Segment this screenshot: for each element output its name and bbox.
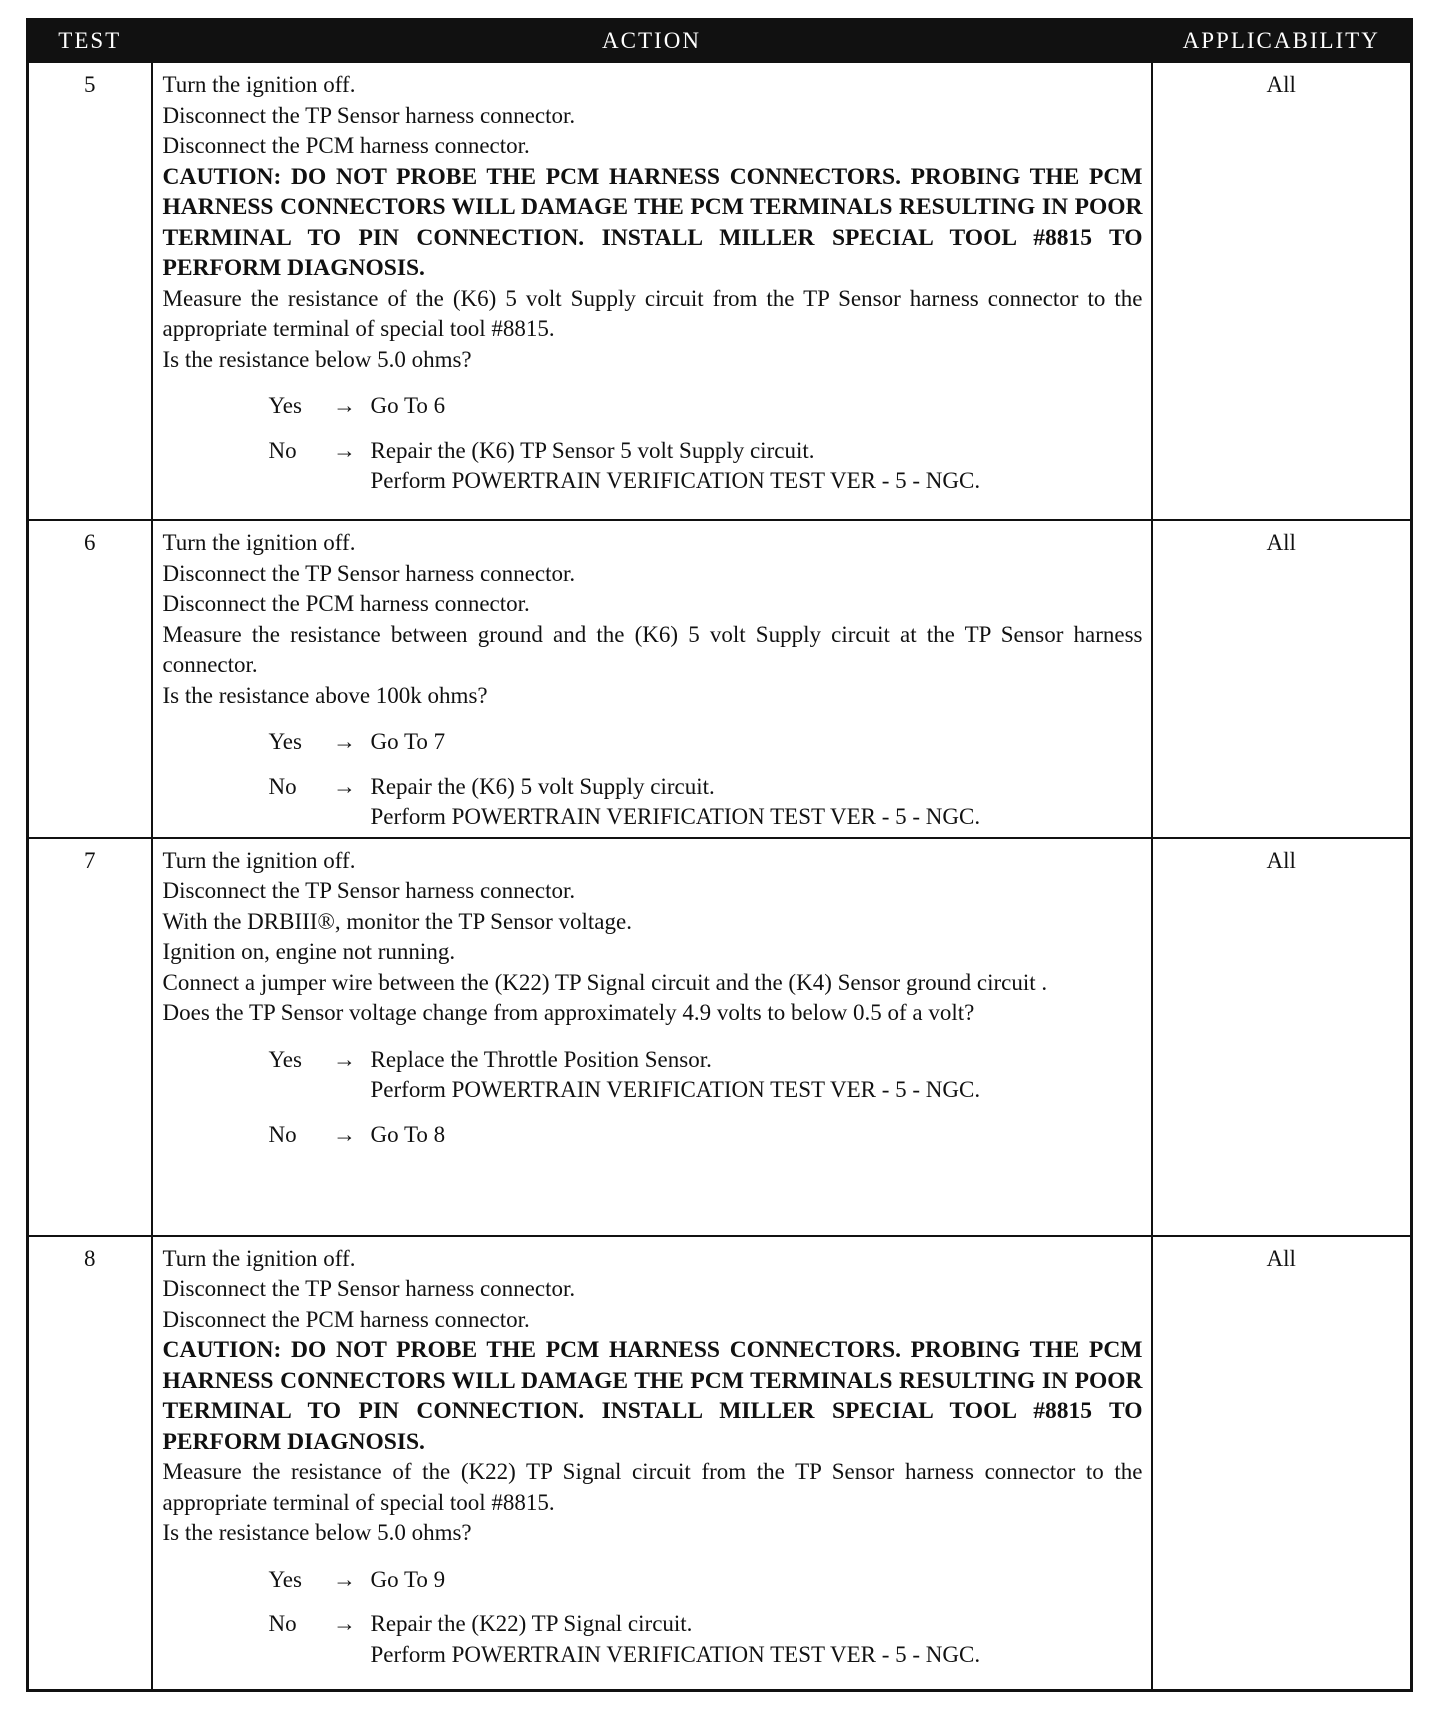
question-text: Is the resistance above 100k ohms?: [162, 682, 488, 708]
yes-result: Go To 6: [370, 393, 446, 418]
yes-result-followup: Perform POWERTRAIN VERIFICATION TEST VER - 5 - NGC.: [370, 1077, 981, 1102]
yes-result: Go To 7: [370, 729, 446, 754]
arrow-icon: →: [333, 1046, 356, 1072]
yes-label: Yes: [268, 393, 302, 418]
no-result-followup: Perform POWERTRAIN VERIFICATION TEST VER - 5 - NGC.: [370, 804, 981, 829]
question-text: Does the TP Sensor voltage change from approximately 4.9 volts to below 0.5 of a volt?: [162, 1000, 975, 1025]
arrow-icon: →: [333, 1611, 356, 1636]
action-step: Disconnect the TP Sensor harness connector.: [162, 102, 576, 128]
applicability-value: All: [1152, 838, 1412, 1236]
no-label: No: [268, 1121, 297, 1147]
yes-label: Yes: [268, 1566, 302, 1592]
action-step: Disconnect the TP Sensor harness connector.: [162, 560, 576, 586]
arrow-icon: →: [333, 437, 356, 463]
test-number: 8: [28, 1236, 152, 1691]
arrow-icon: →: [333, 773, 356, 799]
action-step: With the DRBIII®, monitor the TP Sensor voltage.: [162, 908, 632, 934]
action-cell: [152, 838, 1152, 1236]
measure-step: Connect a jumper wire between the (K22) TP Signal circuit and the (K4) Sensor ground circuit .: [162, 969, 1048, 995]
action-cell: [152, 1236, 1152, 1691]
action-step: Ignition on, engine not running.: [162, 939, 456, 964]
arrow-icon: →: [333, 1121, 356, 1147]
yes-outcome: [269, 391, 1143, 422]
question-text: Is the resistance below 5.0 ohms?: [162, 346, 472, 372]
action-step: Disconnect the PCM harness connector.: [162, 591, 530, 616]
header-test: TEST: [28, 20, 152, 63]
table-row: [28, 520, 1412, 838]
yes-label: Yes: [268, 729, 302, 754]
action-step: Disconnect the PCM harness connector.: [162, 133, 530, 158]
header-action: ACTION: [152, 20, 1152, 63]
applicability-value: All: [1152, 62, 1412, 520]
action-cell: [152, 520, 1152, 838]
table-row: [28, 838, 1412, 1236]
no-result: Repair the (K6) TP Sensor 5 volt Supply circuit.: [370, 437, 815, 463]
yes-result: Replace the Throttle Position Sensor.: [370, 1046, 712, 1072]
caution-text: CAUTION: DO NOT PROBE THE PCM HARNESS CONNECTORS. PROBING THE PCM HARNESS CONNECTORS WILL DAMAGE THE PCM TERMINALS RESULTING IN POOR TERMINAL TO PIN CONNECTION. INSTALL MILLER SPECIAL TOOL #8815 TO PERFORM DIAGNOSIS.: [162, 1337, 1143, 1455]
table-header-row: [28, 20, 1412, 63]
action-step: Disconnect the TP Sensor harness connector.: [162, 878, 576, 903]
yes-outcome: [269, 1565, 1143, 1596]
yes-outcome: [269, 727, 1143, 758]
header-applicability: APPLICABILITY: [1152, 20, 1412, 63]
no-label: No: [268, 437, 297, 463]
no-outcome: [269, 1609, 1143, 1670]
measure-step: Measure the resistance of the (K6) 5 volt Supply circuit from the TP Sensor harness connector to the appropriate terminal of special tool #8815.: [162, 285, 1143, 341]
action-step: Disconnect the TP Sensor harness connector.: [162, 1276, 576, 1301]
action-cell: [152, 62, 1152, 520]
diagnostic-test-table: [26, 18, 1413, 1692]
no-result-followup: Perform POWERTRAIN VERIFICATION TEST VER - 5 - NGC.: [370, 1641, 981, 1667]
table-row: [28, 62, 1412, 520]
test-number: 5: [28, 62, 152, 520]
no-label: No: [268, 1611, 297, 1636]
action-step: Disconnect the PCM harness connector.: [162, 1306, 530, 1332]
no-outcome: [269, 436, 1143, 497]
question-text: Is the resistance below 5.0 ohms?: [162, 1520, 472, 1545]
test-number: 7: [28, 838, 152, 1236]
no-label: No: [268, 773, 297, 799]
measure-step: Measure the resistance between ground and the (K6) 5 volt Supply circuit at the TP Sensor harness connector.: [162, 621, 1143, 677]
action-step: Turn the ignition off.: [162, 530, 356, 555]
applicability-value: All: [1152, 1236, 1412, 1691]
no-result: Repair the (K6) 5 volt Supply circuit.: [370, 773, 715, 799]
yes-result: Go To 9: [370, 1566, 446, 1592]
no-outcome: [269, 1120, 1143, 1151]
yes-label: Yes: [268, 1046, 302, 1072]
arrow-icon: →: [333, 393, 356, 418]
test-number: 6: [28, 520, 152, 838]
yes-outcome: [269, 1045, 1143, 1106]
measure-step: Measure the resistance of the (K22) TP Signal circuit from the TP Sensor harness connector to the appropriate terminal of special tool #8815.: [162, 1459, 1143, 1515]
action-step: Turn the ignition off.: [162, 847, 356, 873]
caution-text: CAUTION: DO NOT PROBE THE PCM HARNESS CONNECTORS. PROBING THE PCM HARNESS CONNECTORS WILL DAMAGE THE PCM TERMINALS RESULTING IN POOR TERMINAL TO PIN CONNECTION. INSTALL MILLER SPECIAL TOOL #8815 TO PERFORM DIAGNOSIS.: [162, 163, 1143, 281]
action-step: Turn the ignition off.: [162, 72, 356, 97]
applicability-value: All: [1152, 520, 1412, 838]
no-result: Repair the (K22) TP Signal circuit.: [370, 1611, 693, 1636]
table-row: [28, 1236, 1412, 1691]
no-outcome: [269, 772, 1143, 833]
action-step: Turn the ignition off.: [162, 1245, 356, 1271]
arrow-icon: →: [333, 729, 356, 754]
arrow-icon: →: [333, 1566, 356, 1592]
no-result-followup: Perform POWERTRAIN VERIFICATION TEST VER - 5 - NGC.: [370, 468, 981, 493]
no-result: Go To 8: [370, 1121, 446, 1147]
